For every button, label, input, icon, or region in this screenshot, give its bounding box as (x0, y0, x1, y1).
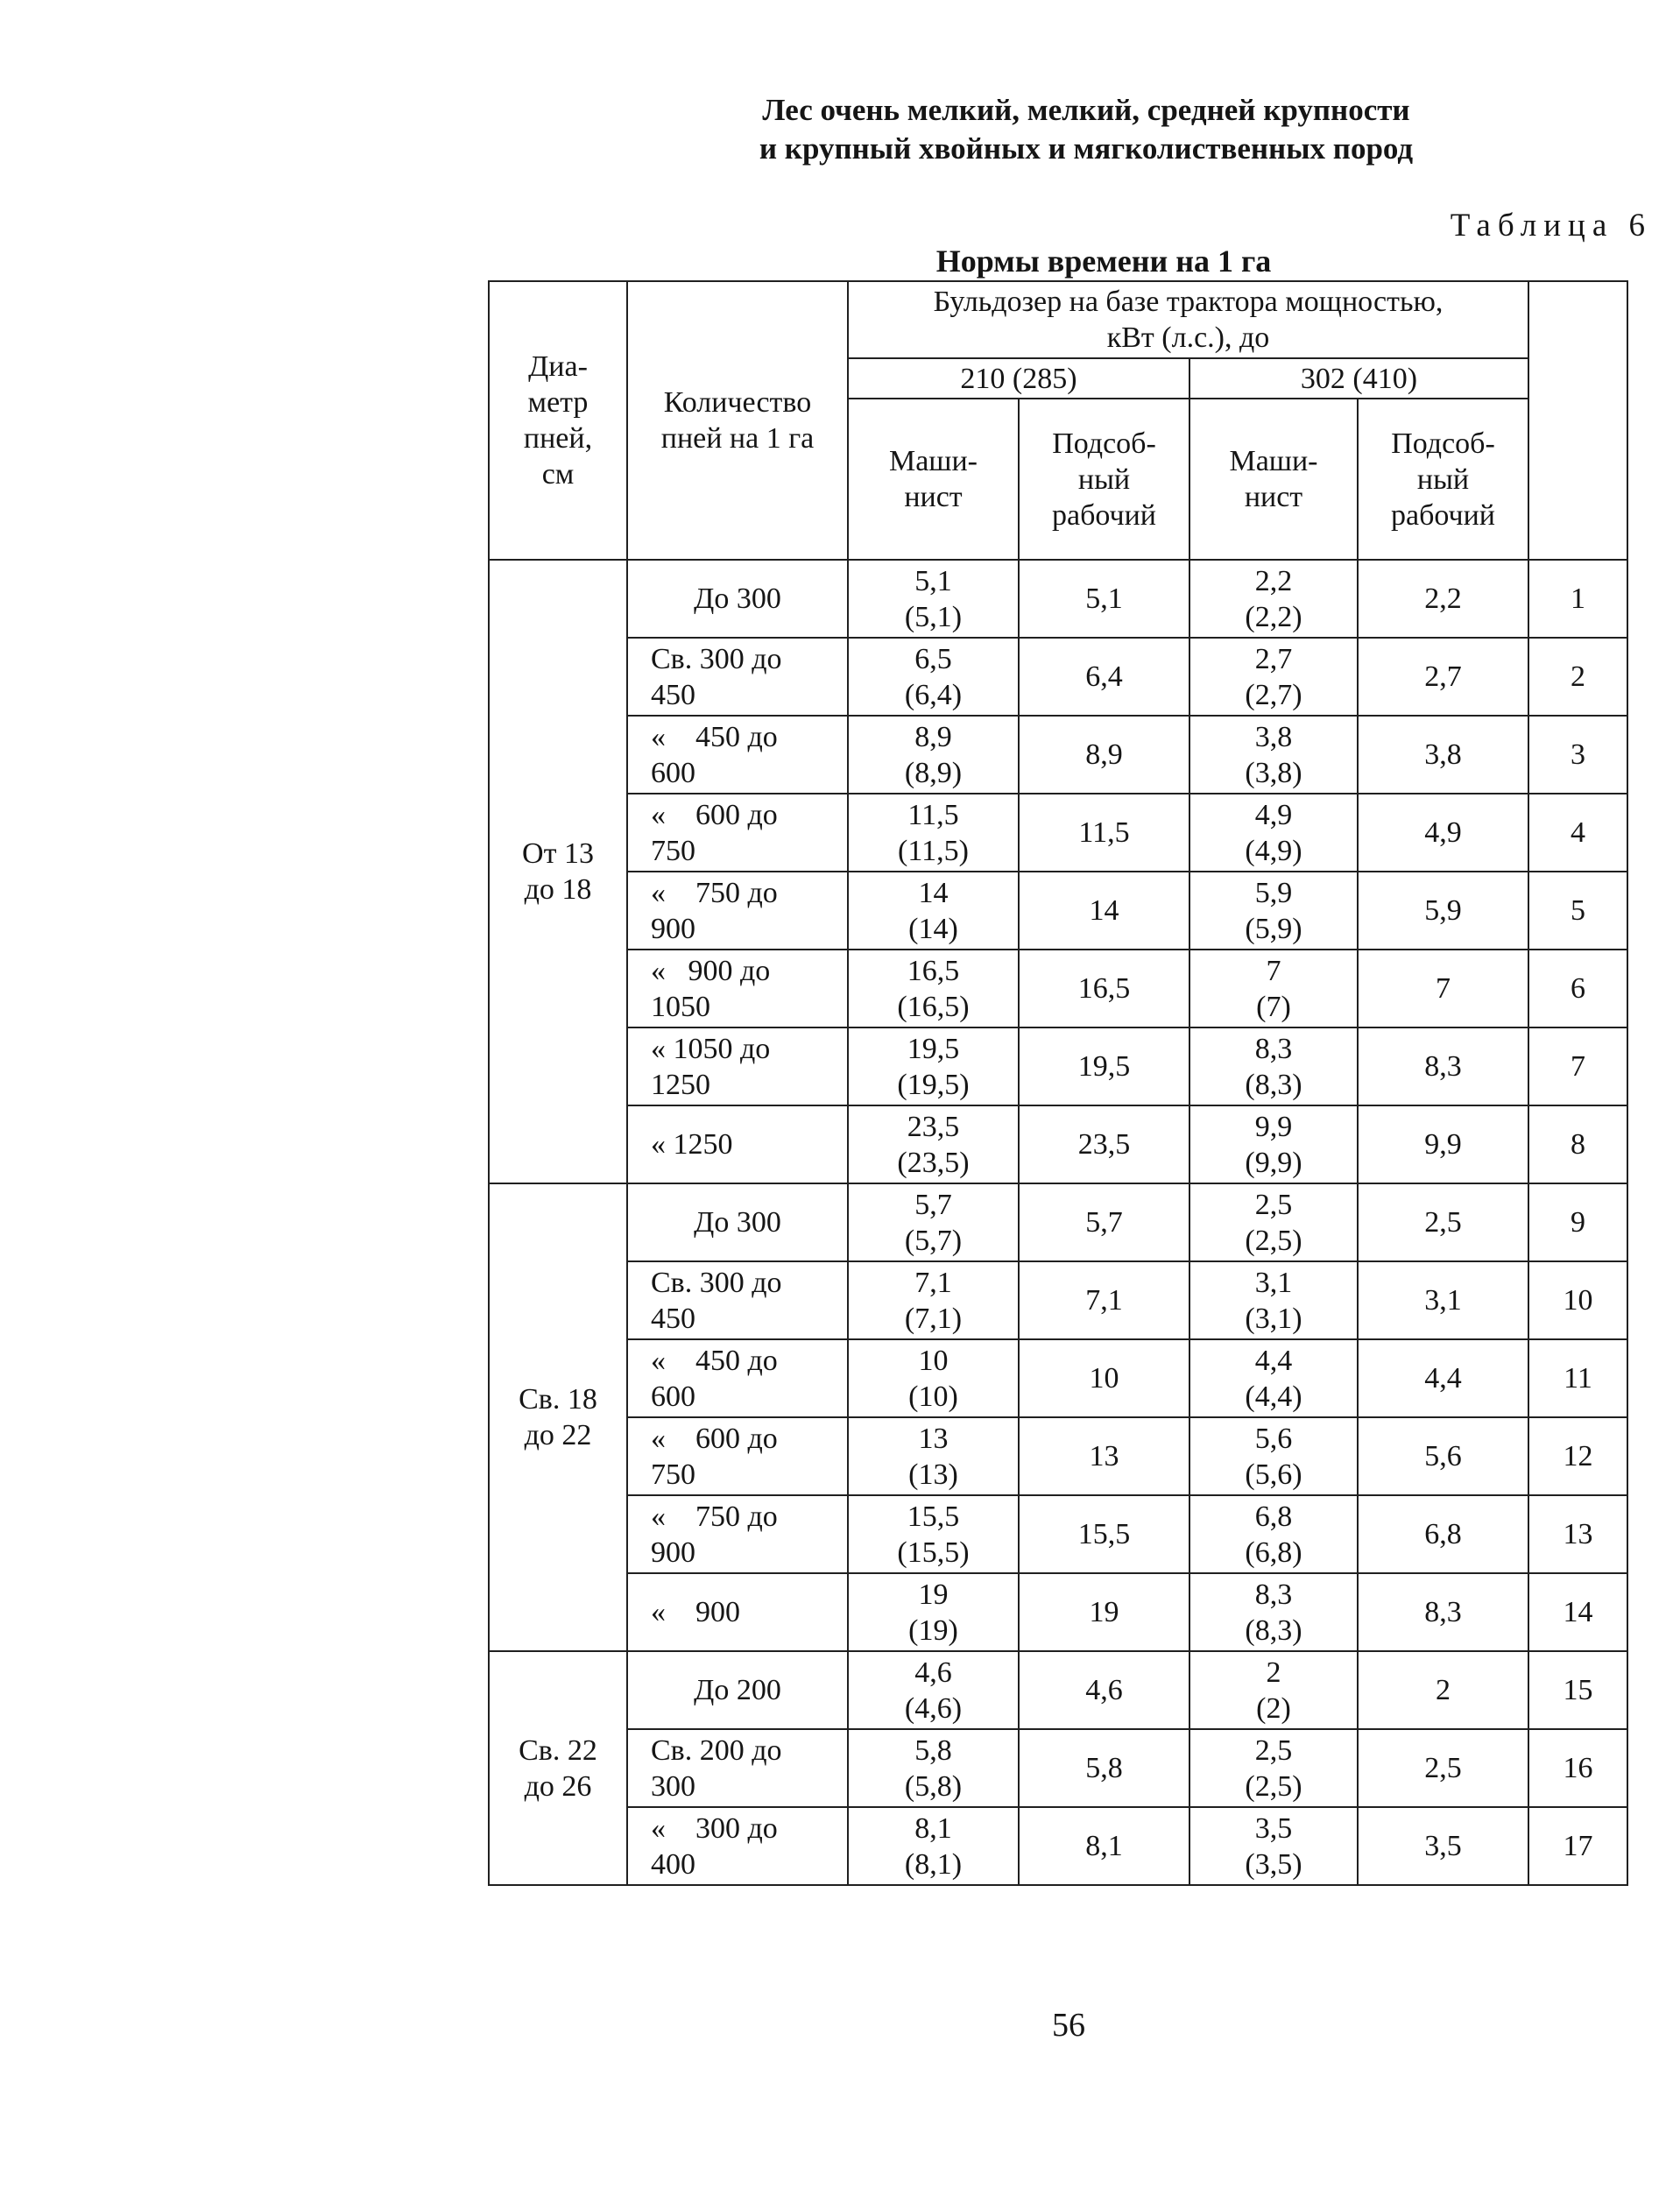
operator-302-cell (1189, 716, 1358, 794)
operator-210-cell-alt: (8,1) (904, 1847, 963, 1881)
operator-210-cell-value: 16,5 (907, 954, 960, 987)
operator-302-cell-alt: (3,5) (1245, 1847, 1302, 1881)
diameter-group-cell (489, 560, 627, 1183)
table-row (489, 1183, 1627, 1261)
table-row (489, 1495, 1627, 1573)
table-row (489, 1417, 1627, 1495)
row-number-cell: 1 (1528, 560, 1627, 638)
operator-302-cell (1189, 872, 1358, 950)
helper-302-cell: 7 (1358, 950, 1528, 1027)
table-row (489, 560, 1627, 638)
operator-302-cell-value: 3,5 (1254, 1811, 1293, 1845)
operator-210-cell (848, 1729, 1019, 1807)
helper-210-cell: 19 (1019, 1573, 1189, 1651)
operator-302-cell-value: 4,9 (1254, 798, 1293, 831)
stump-count-cell (627, 716, 848, 794)
heading-line-1: Лес очень мелкий, мелкий, средней крупности (762, 93, 1410, 127)
operator-302-cell-value: 5,6 (1254, 1422, 1293, 1455)
header-helper-302 (1358, 399, 1528, 560)
operator-210-cell-alt: (15,5) (897, 1536, 970, 1569)
operator-302-cell-alt: (3,1) (1245, 1302, 1302, 1335)
diameter-group-label: Св. 18 до 22 (519, 1383, 597, 1451)
operator-210-cell (848, 1573, 1019, 1651)
operator-302-cell-value: 5,9 (1254, 876, 1293, 909)
row-number-cell: 16 (1528, 1729, 1627, 1807)
operator-210-cell-value: 4,6 (914, 1656, 952, 1689)
operator-302-cell-value: 7 (1266, 954, 1281, 987)
operator-302-cell-value: 8,3 (1254, 1578, 1293, 1611)
header-power-302: 302 (410) (1189, 358, 1528, 399)
operator-302-cell (1189, 794, 1358, 872)
operator-210-cell (848, 872, 1019, 950)
operator-302-cell-value: 6,8 (1254, 1500, 1293, 1533)
stump-count-cell (627, 1261, 848, 1339)
table-caption: Нормы времени на 1 га (935, 244, 1272, 279)
table-row (489, 1105, 1627, 1183)
helper-210-cell: 5,8 (1019, 1729, 1189, 1807)
operator-210-cell-alt: (10) (908, 1380, 958, 1413)
helper-210-cell: 13 (1019, 1417, 1189, 1495)
operator-210-cell-value: 11,5 (907, 798, 959, 831)
row-number-cell: 14 (1528, 1573, 1627, 1651)
page-number: 56 (1052, 2007, 1085, 2044)
operator-210-cell-value: 8,1 (914, 1811, 952, 1845)
helper-210-cell: 14 (1019, 872, 1189, 950)
stump-count-text: « 900 (651, 1596, 740, 1628)
stump-count-cell (627, 794, 848, 872)
stump-count-text: « 1050 до 1250 (651, 1032, 771, 1101)
stump-count-text: « 900 до 1050 (651, 954, 771, 1023)
operator-210-cell-value: 10 (918, 1344, 949, 1377)
operator-302-cell (1189, 1807, 1358, 1885)
operator-302-cell-alt: (8,3) (1245, 1614, 1302, 1647)
stump-count-text: До 200 (694, 1674, 781, 1706)
helper-302-cell: 8,3 (1358, 1573, 1528, 1651)
operator-210-cell (848, 794, 1019, 872)
operator-302-cell-alt: (2) (1256, 1691, 1291, 1725)
operator-210-cell-value: 13 (918, 1422, 949, 1455)
operator-210-cell (848, 1339, 1019, 1417)
operator-302-cell-alt: (3,8) (1245, 756, 1302, 789)
row-number-cell: 3 (1528, 716, 1627, 794)
helper-210-cell: 15,5 (1019, 1495, 1189, 1573)
table-row (489, 872, 1627, 950)
operator-210-cell (848, 1495, 1019, 1573)
operator-210-cell-value: 7,1 (914, 1266, 952, 1299)
diameter-group-label: От 13 до 18 (522, 837, 594, 906)
stump-count-cell (627, 1027, 848, 1105)
operator-302-cell (1189, 1339, 1358, 1417)
document-heading (613, 91, 1559, 168)
helper-210-cell: 5,1 (1019, 560, 1189, 638)
row-number-cell: 17 (1528, 1807, 1627, 1885)
helper-302-cell: 3,5 (1358, 1807, 1528, 1885)
table-row (489, 1651, 1627, 1729)
helper-302-cell: 8,3 (1358, 1027, 1528, 1105)
operator-210-cell (848, 1651, 1019, 1729)
stump-count-text: « 450 до 600 (651, 1344, 778, 1413)
operator-302-cell (1189, 1729, 1358, 1807)
operator-302-cell (1189, 560, 1358, 638)
operator-210-cell (848, 560, 1019, 638)
operator-210-cell-alt: (5,1) (904, 600, 963, 633)
operator-302-cell-alt: (2,7) (1245, 678, 1302, 711)
stump-count-cell (627, 1729, 848, 1807)
operator-302-cell-alt: (4,4) (1245, 1380, 1302, 1413)
row-number-cell: 8 (1528, 1105, 1627, 1183)
operator-210-cell-alt: (19) (908, 1614, 958, 1647)
heading-line-2: и крупный хвойных и мягколиственных пород (759, 131, 1414, 166)
operator-210-cell-value: 19,5 (907, 1032, 960, 1065)
table-label: Таблица 6 (1450, 208, 1652, 244)
header-operator-text: Маши- нист (888, 445, 978, 513)
helper-302-cell: 6,8 (1358, 1495, 1528, 1573)
row-number-cell: 11 (1528, 1339, 1627, 1417)
stump-count-cell (627, 560, 848, 638)
helper-210-cell: 8,1 (1019, 1807, 1189, 1885)
header-helper-text: Подсоб- ный рабочий (1052, 427, 1156, 532)
helper-302-cell: 2,7 (1358, 638, 1528, 716)
stump-count-cell (627, 1339, 848, 1417)
table-row (489, 1261, 1627, 1339)
helper-302-cell: 9,9 (1358, 1105, 1528, 1183)
helper-210-cell: 7,1 (1019, 1261, 1189, 1339)
operator-302-cell-alt: (7) (1256, 990, 1291, 1023)
row-number-cell: 7 (1528, 1027, 1627, 1105)
operator-210-cell (848, 1027, 1019, 1105)
operator-302-cell-alt: (8,3) (1245, 1068, 1302, 1101)
table-row (489, 950, 1627, 1027)
operator-302-cell-alt: (2,5) (1245, 1769, 1302, 1803)
operator-210-cell-value: 5,7 (914, 1188, 952, 1221)
helper-302-cell: 3,8 (1358, 716, 1528, 794)
operator-302-cell (1189, 1573, 1358, 1651)
stump-count-cell (627, 1417, 848, 1495)
operator-210-cell-alt: (7,1) (904, 1302, 963, 1335)
row-number-cell: 6 (1528, 950, 1627, 1027)
header-bulldozer-text: Бульдозер на базе трактора мощностью, кВт (л.с.), до (933, 286, 1444, 354)
operator-302-cell-alt: (6,8) (1245, 1536, 1302, 1569)
operator-210-cell (848, 1105, 1019, 1183)
operator-302-cell (1189, 1105, 1358, 1183)
operator-302-cell-alt: (9,9) (1245, 1146, 1302, 1179)
operator-210-cell (848, 716, 1019, 794)
row-number-cell: 12 (1528, 1417, 1627, 1495)
helper-210-cell: 11,5 (1019, 794, 1189, 872)
stump-count-text: « 600 до 750 (651, 1422, 778, 1491)
row-number-cell: 13 (1528, 1495, 1627, 1573)
helper-302-cell: 3,1 (1358, 1261, 1528, 1339)
table-row (489, 1729, 1627, 1807)
operator-210-cell (848, 1417, 1019, 1495)
header-row-number (1528, 281, 1627, 560)
operator-302-cell-alt: (2,2) (1245, 600, 1302, 633)
helper-302-cell: 4,9 (1358, 794, 1528, 872)
operator-210-cell-value: 14 (918, 876, 949, 909)
stump-count-cell (627, 1183, 848, 1261)
table-row (489, 794, 1627, 872)
operator-302-cell-alt: (5,9) (1245, 912, 1302, 945)
row-number-cell: 2 (1528, 638, 1627, 716)
operator-210-cell-alt: (14) (908, 912, 958, 945)
row-number-cell: 9 (1528, 1183, 1627, 1261)
operator-210-cell-value: 5,8 (914, 1734, 952, 1767)
operator-210-cell-value: 15,5 (907, 1500, 960, 1533)
operator-302-cell-alt: (5,6) (1245, 1458, 1302, 1491)
header-diameter (489, 281, 627, 560)
helper-302-cell: 5,9 (1358, 872, 1528, 950)
helper-210-cell: 10 (1019, 1339, 1189, 1417)
operator-302-cell (1189, 1417, 1358, 1495)
operator-302-cell-value: 2,7 (1254, 642, 1293, 675)
operator-210-cell-alt: (16,5) (897, 990, 970, 1023)
stump-count-text: « 750 до 900 (651, 876, 778, 945)
operator-210-cell-value: 5,1 (914, 564, 952, 597)
helper-302-cell: 2,2 (1358, 560, 1528, 638)
stump-count-text: « 750 до 900 (651, 1500, 778, 1569)
header-helper-210 (1019, 399, 1189, 560)
table-row (489, 638, 1627, 716)
stump-count-text: « 600 до 750 (651, 798, 778, 867)
stump-count-cell (627, 950, 848, 1027)
stump-count-text: Св. 300 до 450 (651, 642, 782, 711)
stump-count-cell (627, 1495, 848, 1573)
helper-210-cell: 16,5 (1019, 950, 1189, 1027)
operator-302-cell-value: 2,5 (1254, 1734, 1293, 1767)
operator-210-cell (848, 1807, 1019, 1885)
operator-210-cell-value: 6,5 (914, 642, 952, 675)
header-operator-302 (1189, 399, 1358, 560)
stump-count-cell (627, 1807, 848, 1885)
row-number-cell: 10 (1528, 1261, 1627, 1339)
stump-count-cell (627, 1651, 848, 1729)
row-number-cell: 15 (1528, 1651, 1627, 1729)
operator-210-cell (848, 950, 1019, 1027)
header-bulldozer (848, 281, 1528, 358)
operator-302-cell-value: 9,9 (1254, 1110, 1293, 1143)
operator-302-cell (1189, 1027, 1358, 1105)
helper-210-cell: 8,9 (1019, 716, 1189, 794)
table-row (489, 1807, 1627, 1885)
operator-302-cell (1189, 1261, 1358, 1339)
stump-count-cell (627, 872, 848, 950)
stump-count-text: До 300 (694, 583, 781, 615)
operator-302-cell (1189, 1495, 1358, 1573)
table-row (489, 716, 1627, 794)
helper-302-cell: 2 (1358, 1651, 1528, 1729)
operator-302-cell-value: 3,8 (1254, 720, 1293, 753)
operator-210-cell-alt: (23,5) (897, 1146, 970, 1179)
stump-count-text: « 1250 (651, 1128, 733, 1161)
diameter-group-cell (489, 1651, 627, 1885)
operator-302-cell-value: 2,5 (1254, 1188, 1293, 1221)
operator-210-cell-alt: (19,5) (897, 1068, 970, 1101)
operator-302-cell-value: 3,1 (1254, 1266, 1293, 1299)
operator-210-cell (848, 638, 1019, 716)
helper-302-cell: 2,5 (1358, 1729, 1528, 1807)
header-power-210: 210 (285) (848, 358, 1189, 399)
header-helper-text: Подсоб- ный рабочий (1391, 427, 1495, 532)
stump-count-text: « 450 до 600 (651, 720, 778, 789)
operator-210-cell-alt: (5,7) (904, 1224, 963, 1257)
stump-count-cell (627, 1105, 848, 1183)
operator-302-cell-value: 8,3 (1254, 1032, 1293, 1065)
helper-302-cell: 2,5 (1358, 1183, 1528, 1261)
stump-count-text: Св. 300 до 450 (651, 1266, 782, 1335)
operator-210-cell-value: 19 (918, 1578, 949, 1611)
operator-302-cell-value: 4,4 (1254, 1344, 1293, 1377)
helper-210-cell: 5,7 (1019, 1183, 1189, 1261)
operator-302-cell (1189, 638, 1358, 716)
table-row (489, 1027, 1627, 1105)
diameter-group-cell (489, 1183, 627, 1651)
operator-210-cell-alt: (5,8) (904, 1769, 963, 1803)
operator-302-cell (1189, 1183, 1358, 1261)
stump-count-cell (627, 1573, 848, 1651)
stump-count-text: Св. 200 до 300 (651, 1734, 782, 1803)
operator-302-cell-value: 2 (1266, 1656, 1281, 1689)
helper-210-cell: 6,4 (1019, 638, 1189, 716)
header-diameter-text: Диа- метр пней, см (523, 350, 593, 491)
operator-210-cell (848, 1261, 1019, 1339)
helper-302-cell: 5,6 (1358, 1417, 1528, 1495)
helper-210-cell: 19,5 (1019, 1027, 1189, 1105)
helper-210-cell: 4,6 (1019, 1651, 1189, 1729)
operator-302-cell-value: 2,2 (1254, 564, 1293, 597)
operator-210-cell-value: 8,9 (914, 720, 952, 753)
row-number-cell: 5 (1528, 872, 1627, 950)
diameter-group-label: Св. 22 до 26 (519, 1734, 597, 1803)
helper-210-cell: 23,5 (1019, 1105, 1189, 1183)
row-number-cell: 4 (1528, 794, 1627, 872)
operator-210-cell-alt: (13) (908, 1458, 958, 1491)
helper-302-cell: 4,4 (1358, 1339, 1528, 1417)
header-count (627, 281, 848, 560)
operator-210-cell (848, 1183, 1019, 1261)
operator-210-cell-value: 23,5 (907, 1110, 960, 1143)
operator-210-cell-alt: (11,5) (898, 834, 969, 867)
operator-302-cell (1189, 1651, 1358, 1729)
table-row (489, 1339, 1627, 1417)
operator-302-cell-alt: (4,9) (1245, 834, 1302, 867)
operator-302-cell (1189, 950, 1358, 1027)
stump-count-text: До 300 (694, 1206, 781, 1239)
header-count-text: Количество пней на 1 га (660, 386, 815, 455)
table-row (489, 1573, 1627, 1651)
operator-210-cell-alt: (8,9) (904, 756, 963, 789)
norms-table (488, 280, 1628, 1886)
header-operator-text: Маши- нист (1229, 445, 1318, 513)
stump-count-cell (627, 638, 848, 716)
operator-302-cell-alt: (2,5) (1245, 1224, 1302, 1257)
stump-count-text: « 300 до 400 (651, 1811, 778, 1881)
operator-210-cell-alt: (4,6) (904, 1691, 963, 1725)
header-operator-210 (848, 399, 1019, 560)
operator-210-cell-alt: (6,4) (904, 678, 963, 711)
